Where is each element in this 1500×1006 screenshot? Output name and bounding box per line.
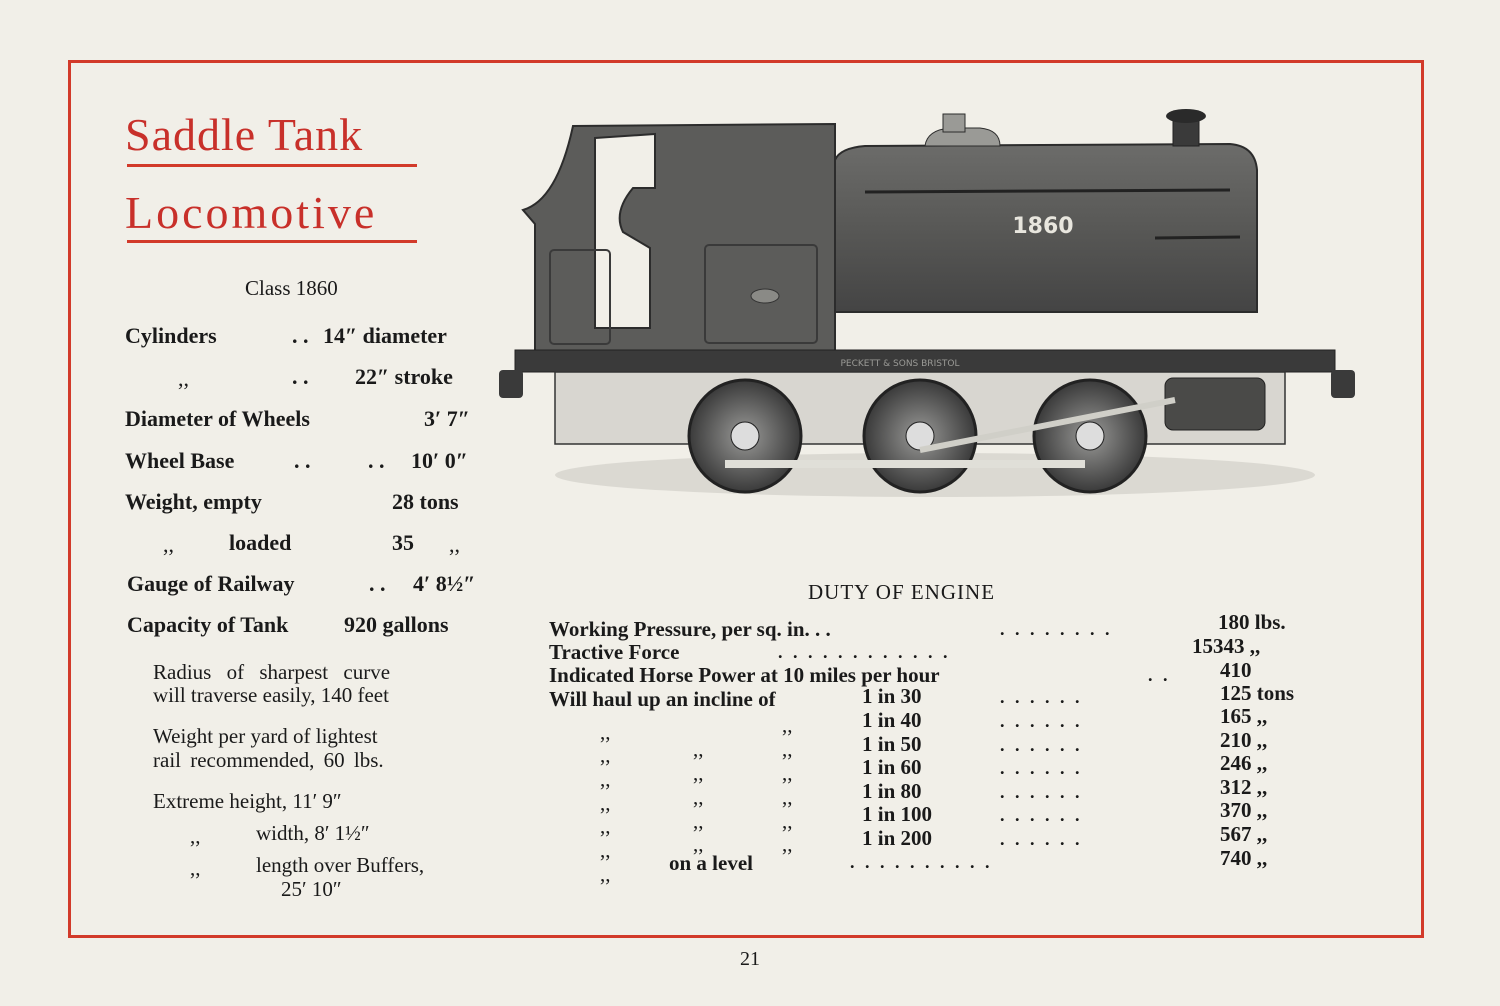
extreme-height: Extreme height, 11′ 9″ bbox=[153, 789, 342, 813]
maker-badge bbox=[751, 289, 779, 303]
duty-ditto-5b: ,, bbox=[693, 761, 704, 785]
rail-line-2: rail recommended, 60 lbs. bbox=[153, 748, 384, 772]
cylinder bbox=[1165, 378, 1265, 430]
page-number: 21 bbox=[740, 948, 760, 970]
width-ditto: ,, bbox=[190, 824, 201, 848]
duty-label-working-pressure: Working Pressure, per sq. in. . . bbox=[549, 617, 831, 641]
duty-ditto-9a: ,, bbox=[600, 838, 611, 862]
engine-number: 1860 bbox=[1012, 214, 1074, 239]
duty-incline-100: 1 in 100 bbox=[862, 802, 933, 826]
duty-value-incline-30: 125 tons bbox=[1220, 681, 1295, 705]
length-line-2: 25′ 10″ bbox=[281, 877, 342, 901]
duty-label-incline: Will haul up an incline of bbox=[549, 687, 776, 711]
radius-line-2: will traverse easily, 140 feet bbox=[153, 683, 389, 707]
wheel-3 bbox=[1034, 380, 1146, 492]
duty-dots-8: . . . . . . bbox=[1000, 805, 1083, 825]
duty-ditto-10a: ,, bbox=[600, 862, 611, 886]
duty-value-incline-40: 165 ,, bbox=[1220, 704, 1268, 728]
duty-ditto-6a: ,, bbox=[600, 767, 611, 791]
duty-ditto-7c: ,, bbox=[782, 785, 793, 809]
buffer-front bbox=[1331, 370, 1355, 398]
cab-body bbox=[523, 124, 835, 358]
title-rule-1 bbox=[127, 164, 417, 167]
handrail-lower bbox=[1155, 237, 1240, 238]
duty-ditto-4c: ,, bbox=[782, 713, 793, 737]
duty-ditto-5a: ,, bbox=[600, 743, 611, 767]
duty-label-level: on a level bbox=[669, 851, 753, 875]
duty-dots-10: . . . . . . . . . . bbox=[850, 852, 993, 872]
duty-dots-0: . . . . . . . . bbox=[1000, 619, 1113, 639]
wheelbase-dots-1: . . bbox=[294, 448, 311, 473]
length-line-1: length over Buffers, bbox=[256, 853, 425, 877]
stroke-dots: . . bbox=[292, 364, 309, 389]
duty-dots-7: . . . . . . bbox=[1000, 782, 1083, 802]
weight-loaded-value: 35 bbox=[392, 530, 414, 555]
duty-ditto-8b: ,, bbox=[693, 832, 704, 856]
wheels-value: 3′ 7″ bbox=[424, 406, 470, 431]
cylinders-label: Cylinders bbox=[125, 323, 217, 348]
duty-dots-3: . . . . . . bbox=[1000, 687, 1083, 707]
gauge-value: 4′ 8½″ bbox=[413, 571, 476, 596]
duty-ditto-8a: ,, bbox=[600, 814, 611, 838]
duty-value-level: 740 ,, bbox=[1220, 846, 1268, 870]
duty-ditto-6b: ,, bbox=[693, 785, 704, 809]
radius-line-1: Radius of sharpest curve bbox=[153, 660, 391, 684]
duty-dots-6: . . . . . . bbox=[1000, 758, 1083, 778]
duty-ditto-4b: ,, bbox=[693, 737, 704, 761]
stroke-value: 22″ stroke bbox=[355, 364, 453, 389]
weight-empty-label: Weight, empty bbox=[125, 489, 262, 514]
weight-empty-value: 28 tons bbox=[392, 489, 459, 514]
duty-incline-30: 1 in 30 bbox=[862, 684, 922, 708]
locomotive-illustration bbox=[495, 100, 1355, 515]
duty-dots-9: . . . . . . bbox=[1000, 829, 1083, 849]
wheelbase-dots-2: . . bbox=[368, 448, 385, 473]
duty-dots-4: . . . . . . bbox=[1000, 711, 1083, 731]
duty-value-incline-200: 567 ,, bbox=[1220, 822, 1268, 846]
cylinders-diameter: 14″ diameter bbox=[323, 323, 447, 348]
duty-dots-2: . . bbox=[1148, 665, 1171, 685]
duty-incline-60: 1 in 60 bbox=[862, 755, 922, 779]
class-label: Class 1860 bbox=[245, 276, 338, 300]
extreme-width: width, 8′ 1½″ bbox=[256, 821, 370, 845]
handrail bbox=[865, 190, 1230, 192]
length-ditto: ,, bbox=[190, 856, 201, 880]
rail-line-1: Weight per yard of lightest bbox=[153, 724, 378, 748]
duty-heading: DUTY OF ENGINE bbox=[808, 580, 996, 604]
duty-ditto-4a: ,, bbox=[600, 720, 611, 744]
safety-valve bbox=[943, 114, 965, 132]
duty-incline-50: 1 in 50 bbox=[862, 732, 922, 756]
duty-ditto-7a: ,, bbox=[600, 791, 611, 815]
duty-value-incline-80: 312 ,, bbox=[1220, 775, 1268, 799]
gauge-label: Gauge of Railway bbox=[127, 571, 295, 596]
stroke-ditto: ,, bbox=[178, 366, 189, 391]
duty-ditto-7b: ,, bbox=[693, 809, 704, 833]
title-line-1: Saddle Tank bbox=[125, 109, 364, 160]
duty-value-working-pressure: 180 lbs. bbox=[1218, 610, 1286, 634]
duty-value-tractive-force: 15343 ,, bbox=[1192, 634, 1261, 658]
wheel-2 bbox=[864, 380, 976, 492]
duty-value-horse-power: 410 bbox=[1220, 658, 1252, 682]
duty-value-incline-50: 210 ,, bbox=[1220, 728, 1268, 752]
weight-loaded-ditto: ,, bbox=[163, 532, 174, 557]
wheelbase-label: Wheel Base bbox=[125, 448, 235, 473]
tank-value: 920 gallons bbox=[344, 612, 449, 637]
wheels-label: Diameter of Wheels bbox=[125, 406, 310, 431]
duty-ditto-9c: ,, bbox=[782, 832, 793, 856]
duty-ditto-6c: ,, bbox=[782, 761, 793, 785]
cylinders-dots: . . bbox=[292, 323, 309, 348]
tank-label: Capacity of Tank bbox=[127, 612, 289, 637]
duty-label-horse-power: Indicated Horse Power at 10 miles per hour bbox=[549, 663, 940, 687]
gauge-dots: . . bbox=[369, 571, 386, 596]
duty-label-tractive-force: Tractive Force bbox=[549, 640, 680, 664]
duty-ditto-8c: ,, bbox=[782, 809, 793, 833]
duty-incline-200: 1 in 200 bbox=[862, 826, 933, 850]
buffer-rear bbox=[499, 370, 523, 398]
wheel-1 bbox=[689, 380, 801, 492]
title-line-2: Locomotive bbox=[125, 187, 378, 238]
duty-dots-5: . . . . . . bbox=[1000, 735, 1083, 755]
duty-incline-40: 1 in 40 bbox=[862, 708, 922, 732]
duty-ditto-5c: ,, bbox=[782, 737, 793, 761]
maker-plate-text: PECKETT & SONS BRISTOL bbox=[840, 359, 960, 369]
chimney-cap bbox=[1166, 109, 1206, 123]
title-rule-2 bbox=[127, 240, 417, 243]
duty-incline-80: 1 in 80 bbox=[862, 779, 922, 803]
wheelbase-value: 10′ 0″ bbox=[411, 448, 468, 473]
duty-dots-1: . . . . . . . . . . . . bbox=[778, 642, 951, 662]
duty-value-incline-60: 246 ,, bbox=[1220, 751, 1268, 775]
duty-value-incline-100: 370 ,, bbox=[1220, 798, 1268, 822]
weight-loaded-label: loaded bbox=[229, 530, 292, 555]
weight-loaded-unit-ditto: ,, bbox=[449, 532, 460, 557]
